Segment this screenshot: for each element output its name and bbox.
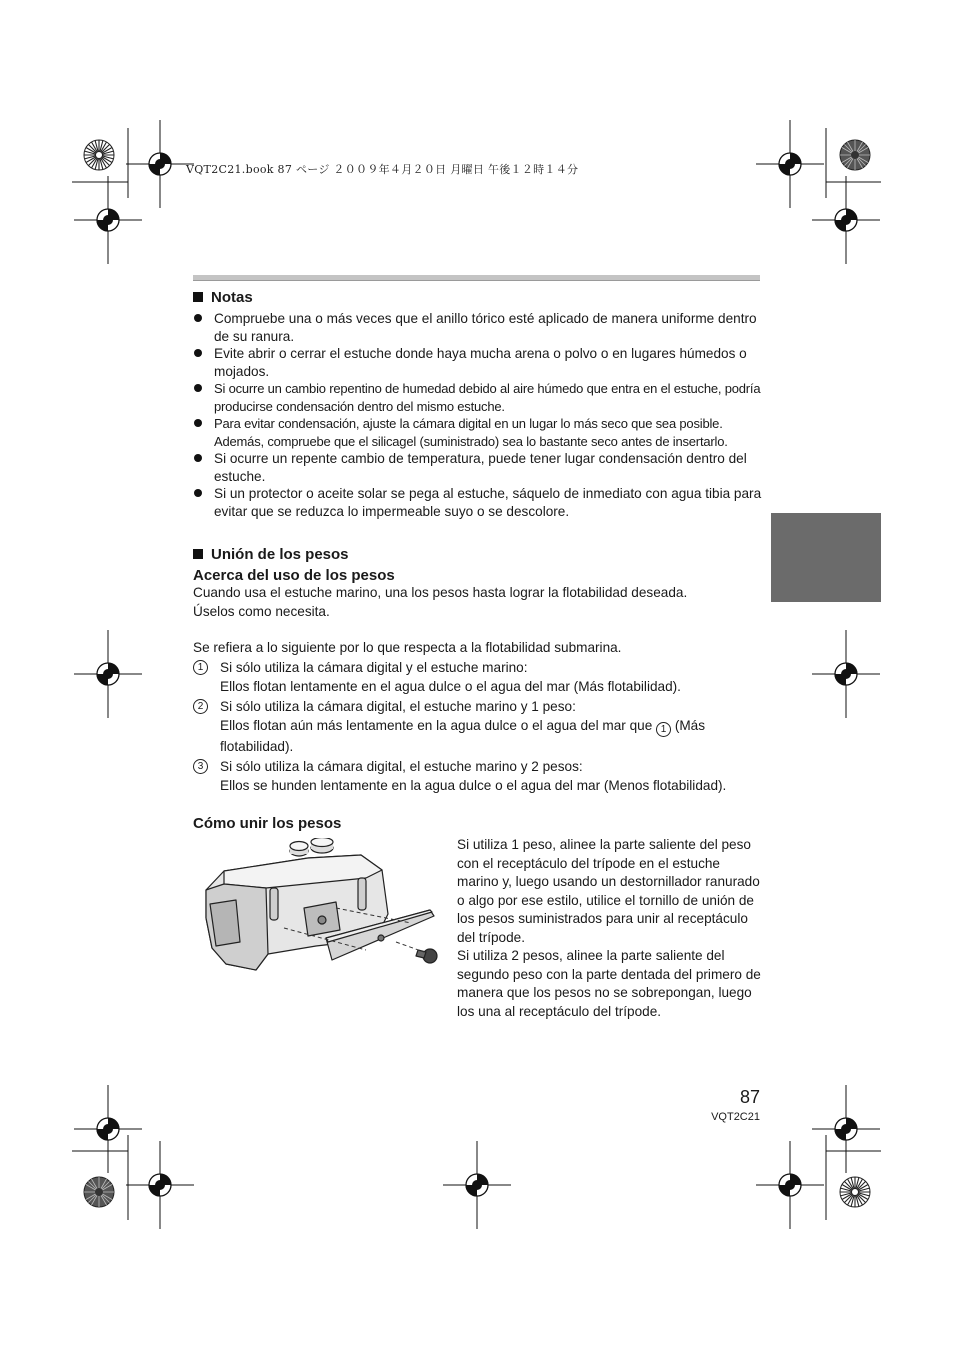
list-item: Si un protector o aceite solar se pega al estuche, sáquelo de inmediato con agua tibia para evitar que se reduzca lo impermeable suyo o se descolore. bbox=[193, 485, 763, 520]
circled-number-ref: 1 bbox=[656, 722, 671, 737]
list-item: Compruebe una o más veces que el anillo tórico esté aplicado de manera uniforme dentro de su ranura. bbox=[193, 310, 763, 345]
list-item: Si ocurre un repente cambio de temperatura, puede tener lugar condensación dentro del estuche. bbox=[193, 450, 763, 485]
bullet-icon bbox=[194, 314, 202, 322]
buoyancy-list bbox=[193, 658, 768, 795]
print-file-header: VQT2C21.book 87 ページ ２００９年４月２０日 月曜日 午後１２時１４分 bbox=[186, 163, 579, 176]
list-item: 1 Si sólo utiliza la cámara digital y el estuche marino: Ellos flotan lentamente en el agua dulce o el agua del mar (Más flotabilidad). bbox=[193, 658, 768, 697]
notes-heading: Notas bbox=[193, 289, 253, 306]
circled-number-2: 2 bbox=[193, 699, 208, 714]
list-item: 2 Si sólo utiliza la cámara digital, el estuche marino y 1 peso: Ellos flotan aún más lentamente en la agua dulce o el agua del mar que 1 (Más flotabilidad). bbox=[193, 697, 768, 757]
attach-weights-subtitle: Cómo unir los pesos bbox=[193, 815, 342, 832]
notes-list bbox=[193, 310, 763, 520]
bullet-icon bbox=[194, 454, 202, 462]
side-thumb-tab bbox=[771, 513, 881, 602]
square-bullet-icon bbox=[193, 549, 203, 559]
bullet-icon bbox=[194, 489, 202, 497]
section-rule bbox=[193, 275, 760, 281]
weights-usage-subtitle: Acerca del uso de los pesos bbox=[193, 567, 395, 584]
list-item: Para evitar condensación, ajuste la cámara digital en un lugar lo más seco que sea posible. Además, compruebe que el silicagel (suministrado) sea lo bastante seco antes de insertarlo. bbox=[193, 415, 763, 450]
bullet-icon bbox=[194, 384, 202, 392]
weights-heading: Unión de los pesos bbox=[193, 546, 349, 563]
bullet-icon bbox=[194, 419, 202, 427]
weights-usage-text: Cuando usa el estuche marino, una los pesos hasta lograr la flotabilidad deseada. Úselos como necesita. bbox=[193, 585, 688, 619]
model-code: VQT2C21 bbox=[711, 1111, 760, 1123]
list-item: Si ocurre un cambio repentino de humedad debido al aire húmedo que entra en el estuche, podría producirse condensación dentro del mismo estuche. bbox=[193, 380, 763, 415]
list-item: 3 Si sólo utiliza la cámara digital, el estuche marino y 2 pesos: Ellos se hunden lentamente en la agua dulce o el agua del mar (Menos flotabilidad). bbox=[193, 757, 768, 796]
page-number: 87 bbox=[739, 1087, 760, 1107]
list-item: Evite abrir o cerrar el estuche donde haya mucha arena o polvo o en lugares húmedos o mojados. bbox=[193, 345, 763, 380]
square-bullet-icon bbox=[193, 292, 203, 302]
circled-number-3: 3 bbox=[193, 759, 208, 774]
buoyancy-intro: Se refiera a lo siguiente por lo que respecta a la flotabilidad submarina. bbox=[193, 640, 622, 655]
marine-case-weight-illustration bbox=[196, 838, 446, 978]
circled-number-1: 1 bbox=[193, 660, 208, 675]
bullet-icon bbox=[194, 349, 202, 357]
attach-weights-instructions: Si utiliza 1 peso, alinee la parte saliente del peso con el receptáculo del trípode en el estuche marino y, luego usando un destornillador ranurado o algo por ese estilo, utilice el tornillo de unión de los pesos suministrados para unir al receptáculo del trípode. Si utiliza 2 pesos, alinee la parte saliente del segundo peso con la parte dentada del primero de manera que los pesos no se sobrepongan, luego los una al receptáculo del trípode. bbox=[457, 837, 761, 1019]
